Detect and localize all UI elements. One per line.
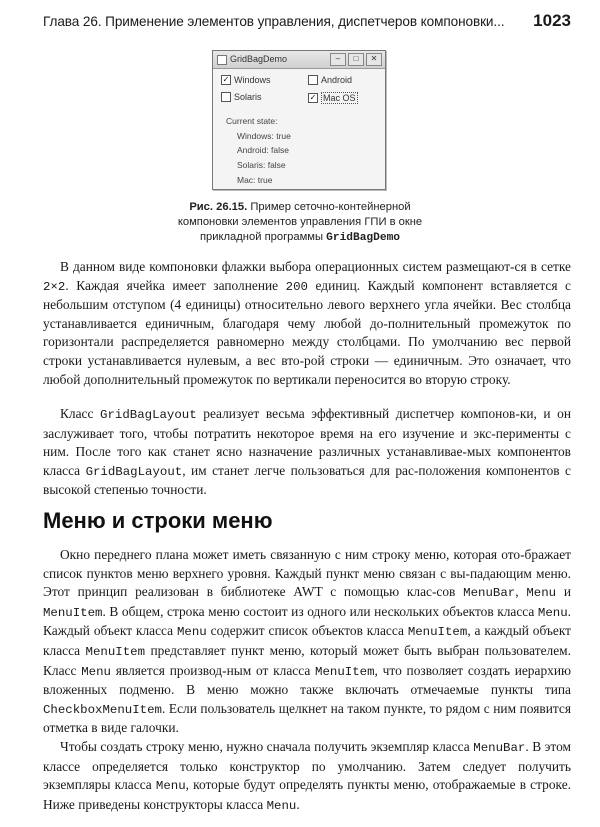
state-line: Windows: true [237,131,291,141]
page-header [43,10,571,34]
checkbox-solaris-label: Solaris [234,92,262,102]
maximize-icon: □ [348,53,364,66]
checkbox-android-box [308,75,318,85]
window-title: GridBagDemo [230,54,288,64]
minimize-icon: – [330,53,346,66]
checkbox-windows-label: Windows [234,75,271,85]
checkbox-macos-label: Mac OS [323,93,356,103]
state-title: Current state: [226,116,278,126]
section-heading: Меню и строки меню [43,508,273,533]
caption-text: Пример сеточно-контейнерной [247,201,411,213]
paragraph: Класс GridBagLayout реализует весьма эффективный диспетчер компонов-ки, и он заслуживает того, чтобы потратить некоторое время на его изучение и экс-перименты с ним. После того как станет ясно назначение различных устанавливае-мых компонентов класса GridBagLayout, им станет легче пользоваться для рас-положения компонентов с высокой степенью точности. [43,406,571,498]
caption-text: прикладной программы [199,231,327,243]
state-line: Solaris: false [237,160,286,170]
window-body [213,69,385,189]
paragraph: В данном виде компоновки флажки выбора операционных систем размещают-ся в сетке 2×2. Каждая ячейка имеет заполнение 200 единиц. Каждый компонент вставляется с небольшим отступом (4 единицы) относительно левого верхнего угла ячейки. Вес столбца устанавливается единичным, благодаря чему любой до-полнительный промежуток по горизонтали распределяется равномерно между столбцами. По умолчанию вес первой строки устанавливается нулевым, а вес вто-рой строки — единичным. Это означает, что любой дополнительный промежуток по вертикали переносится во вторую строку. [43,259,572,387]
checkbox-android [308,75,352,85]
close-icon: ✕ [366,53,382,66]
window-controls [330,53,382,66]
app-icon [217,55,227,65]
checkbox-solaris-box [221,92,231,102]
paragraph: Чтобы создать строку меню, нужно сначала получить экземпляр класса MenuBar. В этом классе определяется только конструктор по умолчанию. Затем следует получить экземпляры класса Menu, которые будут определять пункты меню, отображаемые в строке. Ниже приведены конструкторы класса Menu. [43,739,571,813]
gridbagdemo-window-screenshot [212,50,386,190]
state-line: Mac: true [237,175,273,185]
checkbox-android-label: Android [321,75,353,85]
checkbox-macos-box: ✓ [309,93,317,102]
caption-program-name: GridBagDemo [326,232,400,244]
checkbox-windows-box: ✓ [222,75,230,84]
checkbox-macos [308,92,358,104]
window-titlebar [213,51,385,69]
caption-text: компоновки элементов управления ГПИ в окне [177,216,423,228]
state-line: Android: false [237,145,289,155]
checkbox-windows [221,75,271,85]
paragraph: Окно переднего плана может иметь связанную с ним строку меню, которая ото-бражает список пунктов меню верхнего уровня. Каждый пункт меню связан с вы-падающим меню. Этот принцип реализован в библиотеке AWT с помощью клас-сов MenuBar, Menu и MenuItem. В общем, строка меню состоит из одного или нескольких объектов класса Menu. Каждый объект класса Menu содержит список объектов класса MenuItem, а каждый объект класса MenuItem представляет пункт меню, который может быть выбран пользователем. Класс Menu является производ-ным от класса MenuItem, что позволяет создать иерархию вложенных подменю. В меню можно также включать отмечаемые пункты типа CheckboxMenuItem. Если пользователь щелкнет на таком пункте, то рядом с ним появится отметка в виде галочки. [43,547,572,736]
figure-number: Рис. 26.15. [189,201,248,213]
page-number: 1023 [533,11,571,30]
running-title: Глава 26. Применение элементов управления, диспетчеров компоновки... [43,14,505,29]
figure-caption [155,200,445,246]
checkbox-solaris [221,92,262,102]
